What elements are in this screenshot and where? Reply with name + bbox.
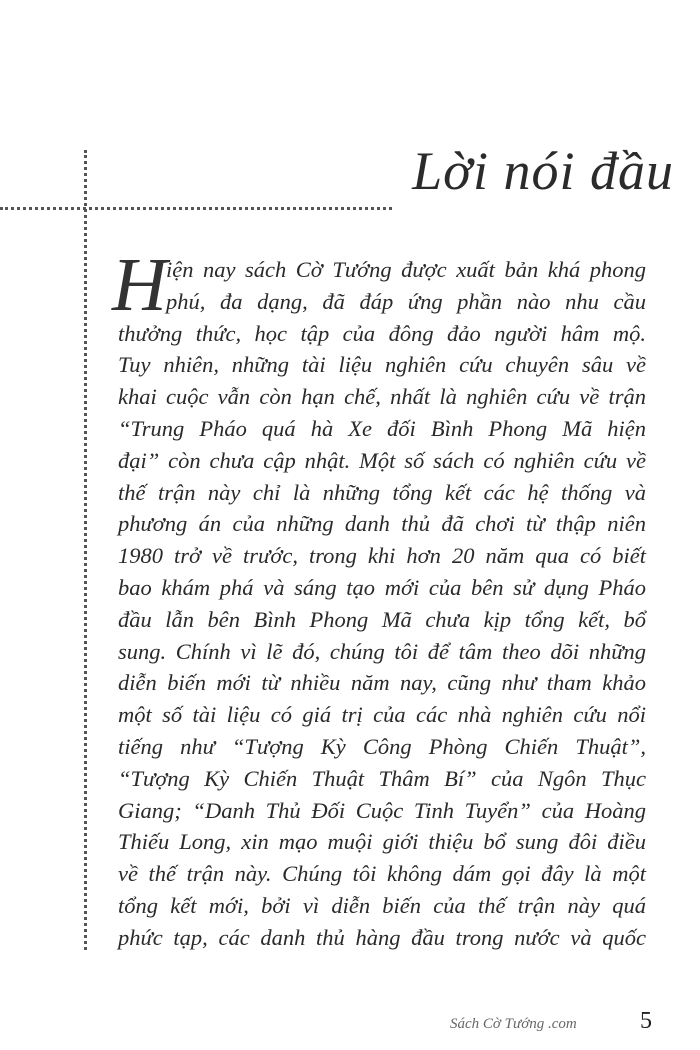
text-line: tổng kết mới, bởi vì diễn biến của thế trận này quá <box>118 892 646 918</box>
dotted-divider-horizontal <box>0 207 392 210</box>
text-line: “Trung Pháo quá hà Xe đối Bình Phong Mã hiện <box>118 415 646 441</box>
text-line: khai cuộc vẫn còn hạn chế, nhất là nghiên cứu về trận <box>118 384 646 410</box>
drop-cap: H <box>112 243 167 327</box>
text-line: “Tượng Kỳ Chiến Thuật Thâm Bí” của Ngôn Thục <box>118 765 646 791</box>
text-line: phức tạp, các danh thủ hàng đầu trong nước và quốc <box>118 924 646 950</box>
dotted-divider-vertical <box>84 150 87 950</box>
text-line: Thiếu Long, xin mạo muội giới thiệu bổ sung đôi điều <box>118 829 646 855</box>
text-line: tiếng như “Tượng Kỳ Công Phòng Chiến Thuật”, <box>118 733 646 759</box>
text-line: đại” còn chưa cập nhật. Một số sách có nghiên cứu về <box>118 447 646 473</box>
page-number: 5 <box>640 1008 652 1034</box>
text-line: phú, đa dạng, đã đáp ứng phần nào nhu cầu <box>166 288 646 314</box>
text-line: 1980 trở về trước, trong khi hơn 20 năm qua có biết <box>118 543 646 569</box>
page-title: Lời nói đầu <box>412 141 674 201</box>
text-line: diễn biến mới từ nhiều năm nay, cũng như tham khảo <box>118 670 646 696</box>
text-line: thưởng thức, học tập của đông đảo người hâm mộ. <box>118 320 646 346</box>
text-line: đầu lẫn bên Bình Phong Mã chưa kịp tổng kết, bổ <box>118 606 646 632</box>
text-line: phương án của những danh thủ đã chơi từ thập niên <box>118 511 646 537</box>
text-line: Tuy nhiên, những tài liệu nghiên cứu chuyên sâu về <box>118 352 646 378</box>
text-line: iện nay sách Cờ Tướng được xuất bản khá phong <box>166 257 646 282</box>
text-line: Giang; “Danh Thủ Đối Cuộc Tinh Tuyển” của Hoàng <box>118 797 646 823</box>
text-line: một số tài liệu có giá trị của các nhà nghiên cứu nổi <box>118 702 646 728</box>
text-line: về thế trận này. Chúng tôi không dám gọi đây là một <box>118 861 646 887</box>
text-line: thế trận này chỉ là những tổng kết các hệ thống và <box>118 479 646 505</box>
text-line: sung. Chính vì lẽ đó, chúng tôi để tâm theo dõi những <box>118 638 646 664</box>
watermark: Sách Cờ Tướng .com <box>450 1016 577 1032</box>
body-text <box>112 243 646 954</box>
text-line: bao khám phá và sáng tạo mới của bên sử dụng Pháo <box>118 574 646 600</box>
